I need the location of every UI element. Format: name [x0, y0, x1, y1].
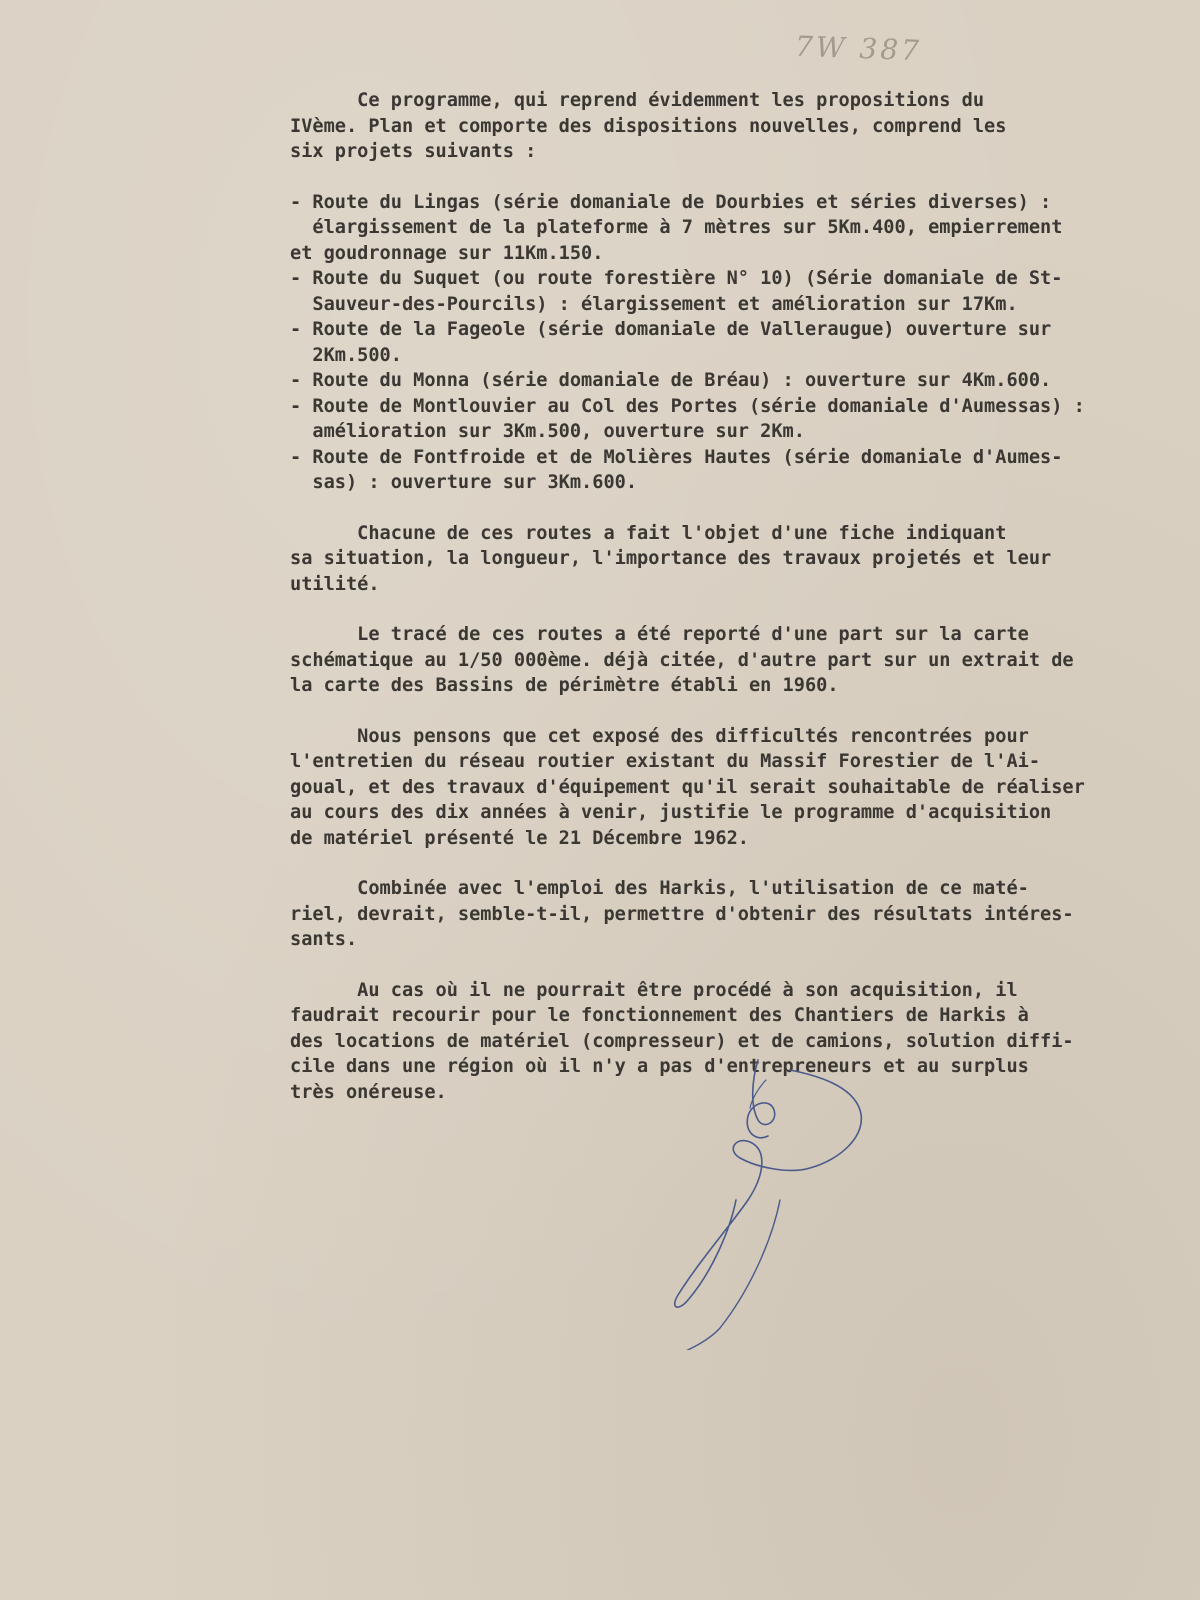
text-line: cile dans une région où il n'y a pas d'entrepreneurs et au surplus: [290, 1056, 1029, 1077]
project-item-fontfroide: [290, 445, 1170, 496]
text-line: sa situation, la longueur, l'importance des travaux projetés et leur: [290, 548, 1052, 569]
paragraph-harkis: [290, 876, 1170, 953]
paragraph-intro: [290, 88, 1170, 165]
project-item-fageole: [290, 317, 1170, 368]
text-line: Nous pensons que cet exposé des difficultés rencontrées pour: [290, 725, 1029, 747]
text-line: élargissement de la plateforme à 7 mètres sur 5Km.400, empierrement: [290, 217, 1063, 238]
text-line: sants.: [290, 929, 358, 950]
handwritten-signature: [640, 1050, 900, 1350]
text-line: - Route du Lingas (série domaniale de Dourbies et séries diverses) :: [290, 191, 1052, 213]
text-line: au cours des dix années à venir, justifie le programme d'acquisition: [290, 802, 1052, 823]
text-line: de matériel présenté le 21 Décembre 1962.: [290, 827, 749, 849]
typed-letter-body: [290, 88, 1170, 1105]
project-item-suquet: [290, 266, 1170, 317]
text-line: des locations de matériel (compresseur) et de camions, solution diffi-: [290, 1030, 1074, 1052]
text-line: - Route de Fontfroide et de Molières Hautes (série domaniale d'Aumes-: [290, 446, 1063, 468]
text-line: et goudronnage sur 11Km.150.: [290, 242, 604, 264]
text-line: Le tracé de ces routes a été reporté d'une part sur la carte: [290, 624, 1029, 645]
text-line: très onéreuse.: [290, 1081, 447, 1103]
text-line: la carte des Bassins de périmètre établi en 1960.: [290, 675, 839, 696]
text-line: Au cas où il ne pourrait être procédé à son acquisition, il: [290, 979, 1018, 1001]
text-line: amélioration sur 3Km.500, ouverture sur 2Km.: [290, 421, 805, 442]
text-line: utilité.: [290, 573, 380, 595]
text-line: Sauveur-des-Pourcils) : élargissement et amélioration sur 17Km.: [290, 293, 1018, 315]
text-line: - Route du Suquet (ou route forestière N° 10) (Série domaniale de St-: [290, 268, 1063, 289]
paragraph-justification: [290, 724, 1170, 852]
project-item-lingas: [290, 190, 1170, 267]
text-line: six projets suivants :: [290, 141, 537, 162]
project-item-montlouvier: [290, 394, 1170, 445]
text-line: 2Km.500.: [290, 344, 402, 366]
text-line: sas) : ouverture sur 3Km.600.: [290, 472, 638, 493]
text-line: goual, et des travaux d'équipement qu'il serait souhaitable de réaliser: [290, 776, 1085, 798]
text-line: schématique au 1/50 000ème. déjà citée, d'autre part sur un extrait de: [290, 649, 1074, 671]
text-line: faudrait recourir pour le fonctionnement des Chantiers de Harkis à: [290, 1005, 1029, 1026]
text-line: Combinée avec l'emploi des Harkis, l'utilisation de ce maté-: [290, 878, 1029, 899]
text-line: Ce programme, qui reprend évidemment les propositions du: [290, 90, 985, 111]
project-list: [290, 190, 1170, 496]
paragraph-fiches: [290, 521, 1170, 598]
text-line: - Route du Monna (série domaniale de Bréau) : ouverture sur 4Km.600.: [290, 370, 1052, 391]
text-line: l'entretien du réseau routier existant du Massif Forestier de l'Ai-: [290, 751, 1041, 772]
text-line: - Route de la Fageole (série domaniale de Valleraugue) ouverture sur: [290, 319, 1052, 340]
paragraph-trace: [290, 622, 1170, 699]
project-item-monna: [290, 368, 1170, 394]
text-line: IVème. Plan et comporte des dispositions nouvelles, comprend les: [290, 115, 1007, 137]
archive-reference-handwritten: 7W 387: [794, 29, 923, 68]
text-line: - Route de Montlouvier au Col des Portes (série domaniale d'Aumessas) :: [290, 395, 1085, 417]
text-line: Chacune de ces routes a fait l'objet d'une fiche indiquant: [290, 522, 1007, 544]
text-line: riel, devrait, semble-t-il, permettre d'obtenir des résultats intéres-: [290, 903, 1074, 925]
